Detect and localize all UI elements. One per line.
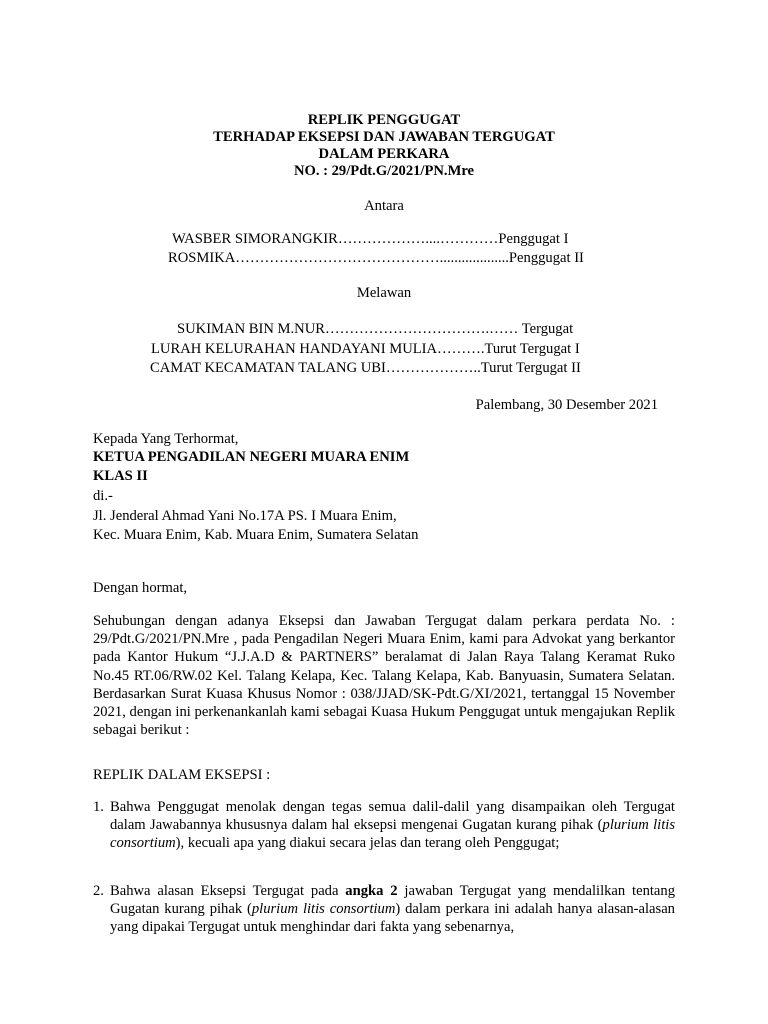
latin-term: plurium litis consortium: [251, 901, 396, 918]
document-subtitle-case: DALAM PERKARA: [318, 146, 450, 162]
recipient-salutation: Kepada Yang Terhormat,: [93, 431, 239, 447]
defendant: SUKIMAN BIN M.NUR…………………………….…… Tergugat: [177, 321, 574, 337]
recipient-address-1: Jl. Jenderal Ahmad Yani No.17A PS. I Muara Enim,: [93, 508, 397, 524]
place-date: Palembang, 30 Desember 2021: [475, 397, 658, 413]
plaintiff-2: ROSMIKA……………………………………...................Penggugat II: [168, 250, 584, 266]
latin-term: plurium litis consortium: [110, 817, 675, 852]
intro-paragraph: Sehubungan dengan adanya Eksepsi dan Jawaban Tergugat dalam perkara perdata No. : 29/Pdt.G/2021/PN.Mre , pada Pengadilan Negeri Muara Enim, kami para Advokat yang berkantor pada Kantor Hukum “J.J.A.D & PARTNERS” beralamat di Jalan Raya Talang Keramat Ruko No.45 RT.06/RW.02 Kel. Talang Kelapa, Kec. Talang Kelapa, Kab. Banyuasin, Sumatera Selatan. Berdasarkan Surat Kuasa Khusus Nomor : 038/JJAD/SK-Pdt.G/XI/2021, tertanggal 15 November 2021, dengan ini perkenankanlah kami sebagai Kuasa Hukum Penggugat untuk mengajukan Replik sebagai berikut :: [93, 613, 675, 739]
point-2-number: 2.: [93, 883, 104, 899]
point-2-text: Bahwa alasan Eksepsi Tergugat pada angka 2 jawaban Tergugat yang mendalilkan tentang Gugatan kurang pihak (plurium litis consortium) dalam perkara ini adalah hanya alasan-alasan yang dipakai Tergugat untuk menghindar dari fakta yang sebenarnya,: [110, 883, 675, 936]
recipient-name: KETUA PENGADILAN NEGERI MUARA ENIM: [93, 449, 410, 465]
co-defendant-2: CAMAT KECAMATAN TALANG UBI………………..Turut Tergugat II: [150, 360, 581, 376]
emphasis-term: angka 2: [345, 883, 398, 899]
plaintiff-1: WASBER SIMORANGKIR………………....…………Penggugat I: [172, 231, 569, 247]
point-1-number: 1.: [93, 799, 104, 815]
antara-label: Antara: [364, 198, 404, 214]
case-number: NO. : 29/Pdt.G/2021/PN.Mre: [293, 163, 475, 179]
section-title: REPLIK DALAM EKSEPSI :: [93, 767, 271, 783]
point-1-text: Bahwa Penggugat menolak dengan tegas semua dalil-dalil yang disampaikan oleh Tergugat dalam Jawabannya khususnya dalam hal eksepsi mengenai Gugatan kurang pihak (plurium litis consortium), kecuali apa yang diakui secara jelas dan terang oleh Penggugat;: [110, 799, 675, 852]
document-title: REPLIK PENGGUGAT: [307, 112, 461, 128]
recipient-di: di.-: [93, 488, 113, 504]
document-subtitle: TERHADAP EKSEPSI DAN JAWABAN TERGUGAT: [213, 129, 555, 145]
co-defendant-1: LURAH KELURAHAN HANDAYANI MULIA……….Turut Tergugat I: [151, 341, 580, 357]
melawan-label: Melawan: [356, 285, 412, 301]
recipient-address-2: Kec. Muara Enim, Kab. Muara Enim, Sumatera Selatan: [93, 527, 419, 543]
greeting: Dengan hormat,: [93, 580, 188, 596]
recipient-class: KLAS II: [93, 468, 148, 484]
